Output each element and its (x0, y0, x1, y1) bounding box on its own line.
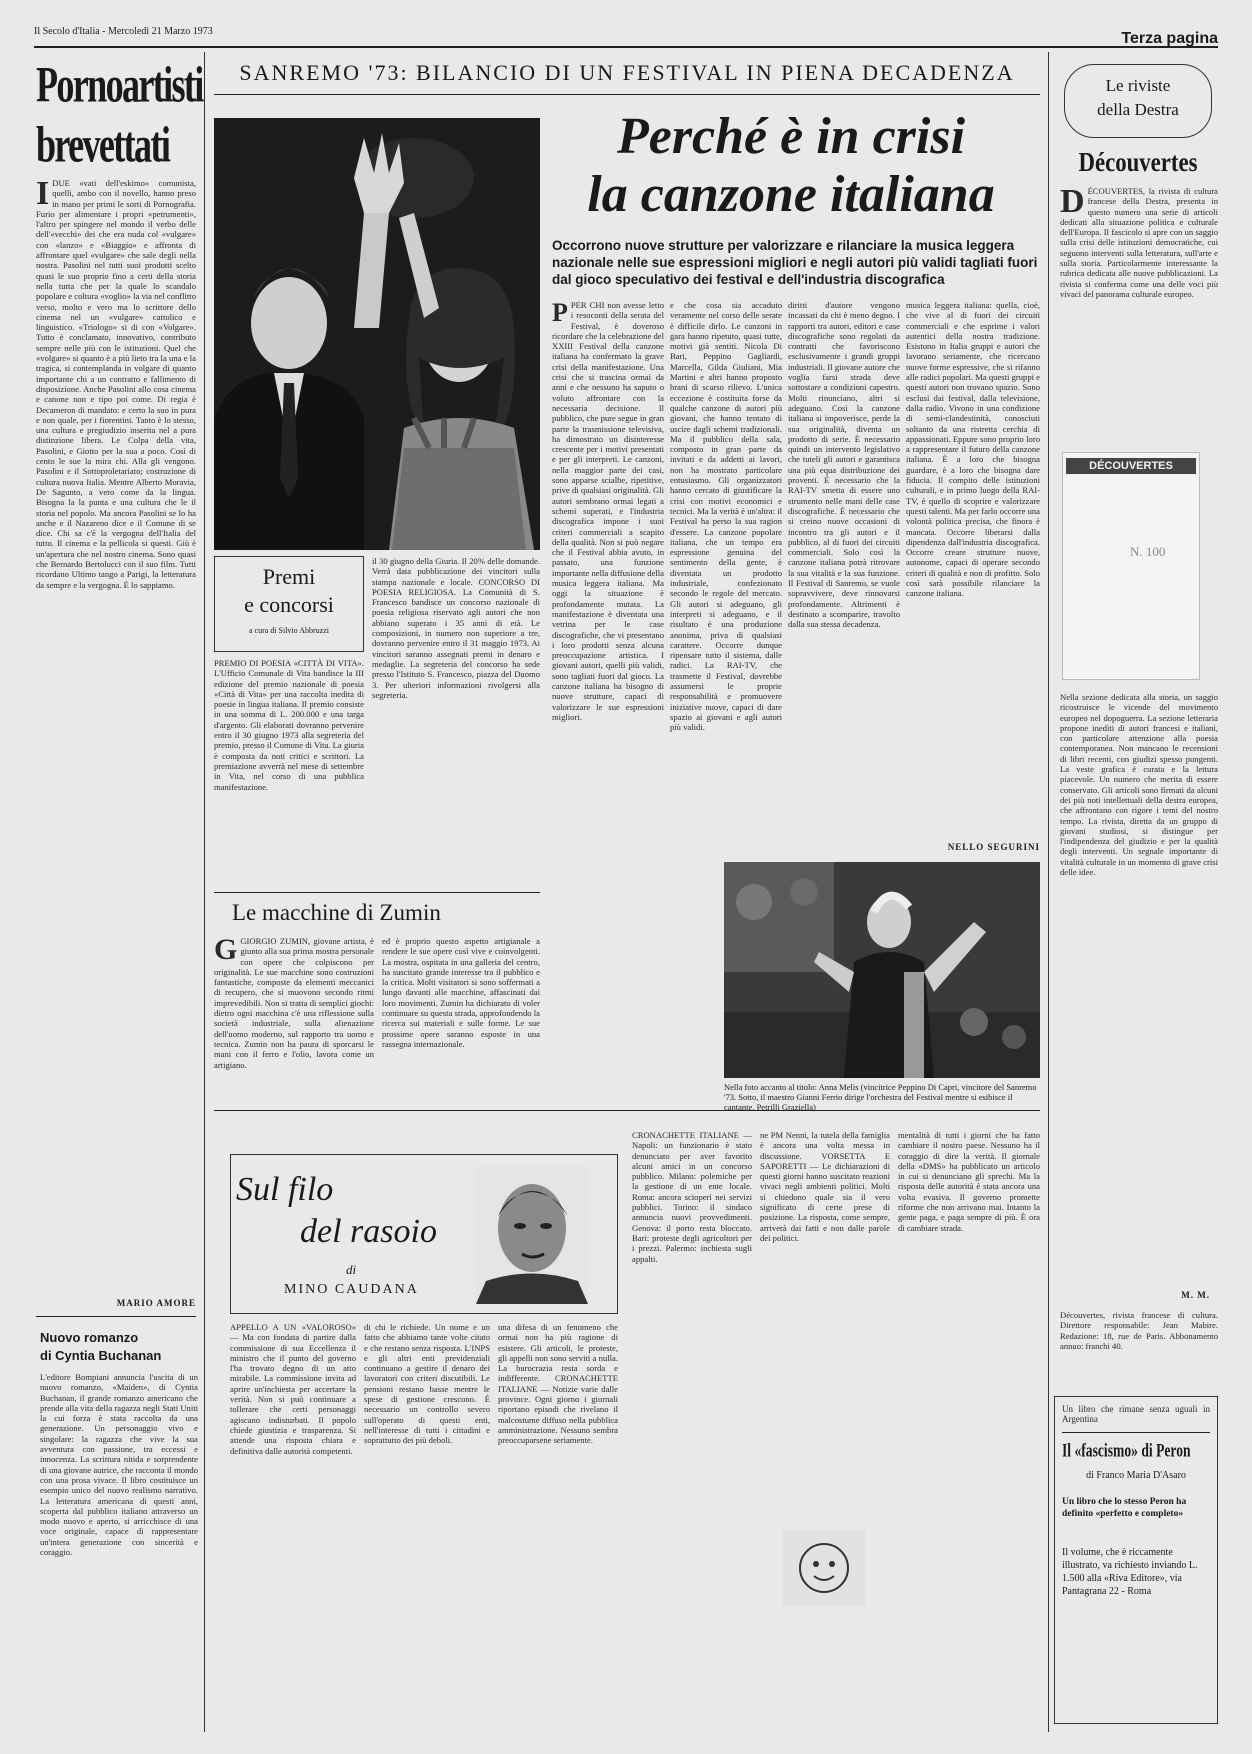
photo-caption: Nella foto accanto al titolo: Anna Melis (vincitrice Peppino Di Capri, vincitore del Sanremo '73. Sotto, il maestro Gianni Ferrio dirige l'orchestra del Festival mentre si esibisce il cantante. Petrilli Graziella) (724, 1082, 1037, 1112)
left-article-body (36, 178, 196, 1294)
razor-col-5-end (760, 1612, 890, 1724)
book-ad-author: di Franco Maria D'Asaro (1086, 1470, 1186, 1481)
zumin-title: Le macchine di Zumin (232, 900, 441, 925)
main-col-2: e che cosa sia accaduto veramente nel corso delle serate è difficile dirlo. Le canzoni in gara hanno ripetuto, quasi tutte, motivi già sentiti. Nicola Di Bari, Peppino Gagliardi, Marcella, Gilda Giuliani, Mia Martini e altri hanno proposto brani di scarso rilievo. L'unica eccezione è costituita forse da qualche canzone di autori più giovani, che hanno tentato di uscire dagli schemi tradizionali. Ma il pubblico della sala, composto in gran parte da invitati e da addetti ai lavori, non ha mostrato particolare entusiasmo. Gli organizzatori hanno cercato di giustificare la crisi con motivi economici e tecnici. Ma la verità è un'altra: il Festival ha perso la sua ragion d'essere. La canzone popolare italiana, che un tempo era espressione genuina del sentimento della gente, è diventata un prodotto industriale, confezionato secondo le regole del mercato. Gli autori si adeguano, gli interpreti si adeguano, e il risultato è una produzione anonima, priva di qualsiasi carattere. Occorre dunque ripensare tutto il sistema, dalle radici. La RAI-TV, che trasmette il Festival, dovrebbe assumersi le proprie responsabilità e promuovere iniziative nuove, capaci di dare spazio ai giovani e agli autori più validi. (670, 300, 782, 733)
prizes-col-1: PREMIO DI POESIA «CITTÀ DI VITA». L'Ufficio Comunale di Vita bandisce la III edizione del premio nazionale di poesia «Città di Vita» per una raccolta inedita di poesie in lingua italiana. Il premio consiste in una somma di L. 200.000 e una targa d'argento. Gli elaborati dovranno pervenire entro il 30 giugno 1973 alla segreteria del premio, presso il Comune di Vita. La giuria è composta da noti critici e scrittori. La premiazione avverrà nel mese di settembre in Vita, nel corso di una pubblica manifestazione. (214, 658, 364, 792)
decouvertes-text-1 (1060, 186, 1218, 428)
book-ad-top: Un libro che rimane senza uguali in Argentina (1062, 1404, 1210, 1425)
prizes-title-2: e concorsi (244, 592, 334, 617)
main-col-4: musica leggera italiana: quella, cioè, che vive al di fuori dei circuiti commerciali e che esprime i valori autentici della nostra tradizione. Esistono in Italia gruppi e autori che lavorano seriamente, che ricercano nuove forme espressive, che si rifanno alle radici popolari. Ma questi gruppi e questi autori non trovano spazio. Sono esclusi dai festival, dalla televisione, dalla radio. Vivono in una condizione di semi-clandestinità, conosciuti soltanto da una ristretta cerchia di appassionati. Eppure sono proprio loro a rappresentare il futuro della canzone italiana. È a loro che bisogna guardare, è a loro che bisogna dare fiducia. Il compito delle istituzioni culturali, e in primo luogo della RAI-TV, è quello di scoprire e valorizzare questi talenti. Ma per farlo occorre una volontà politica precisa, che finora è mancata. Occorre liberarsi dalla dipendenza dall'industria discografica. Occorre creare strutture nuove, autonome, capaci di operare secondo criteri di qualità e non di profitto. Solo così sarà possibile rilanciare la canzone italiana. (906, 300, 1040, 599)
razor-col-6: mentalità di tutti i giorni che ha fatto cambiare il nostro paese. Nessuno ha il coraggio di dire la verità. Il giornale della «DMS» ha pubblicato un articolo in cui si denunciano gli sprechi. Ma la risposta delle autorità è stata ancora una volta evasiva. Il governo promette riforme che non arrivano mai. Intanto la gente paga, e paga sempre di più. È ora di cambiare strada. (898, 1130, 1040, 1233)
magazine-cover-title: DÉCOUVERTES (1066, 458, 1196, 474)
zumin-col-1 (214, 936, 374, 1100)
book-ad-text: Il volume, che è riccamente illustrato, va richiesto inviando L. 1.500 alla «Riva Editore», via Pantagrana 22 - Roma (1062, 1547, 1198, 1597)
left-article-title-2: brevettati (36, 116, 170, 174)
header-rule (34, 46, 1218, 48)
photo-conductor (724, 862, 1040, 1078)
main-dropcap: P (552, 300, 568, 327)
main-headline-2: la canzone italiana (587, 166, 995, 223)
razor-title-1: Sul filo (236, 1171, 334, 1208)
razor-rule (214, 1110, 1040, 1111)
prizes-col-2: il 30 giugno della Giuria. Il 20% delle domande. Verrà data pubblicazione dei vincitori sulla stampa nazionale e locale. CONCORSO DI POESIA RELIGIOSA. La Comunità di S. Francesco bandisce un concorso nazionale di poesia religiosa riservato agli autori che non abbiano superato i 35 anni di età. Le composizioni, in numero non superiore a tre, dovranno pervenire entro il 31 maggio 1973. Ai vincitori saranno assegnati premi in denaro e medaglie. La segreteria del concorso ha sede presso l'Istituto S. Francesco, piazza del Duomo 3. Per ulteriori informazioni rivolgersi alla segreteria. (372, 556, 540, 700)
prizes-author: a cura di Silvio Abbruzzi (249, 626, 329, 635)
novel-title-2: di Cyntia Buchanan (40, 1348, 162, 1363)
caricature-drawing (782, 1530, 866, 1606)
decouvertes-small-note: Découvertes, rivista francese di cultura. Direttore responsabile: Jean Mabire. Redazione: 18, rue de Paris. Abbonamento annuo: franchi 40. (1060, 1310, 1218, 1351)
left-article-dropcap: I (36, 178, 50, 212)
main-subhead: Occorrono nuove strutture per valorizzare e rilanciare la musica leggera nazionale nelle sue espressioni migliori e negli autori più validi tagliati fuori dal gioco speculativo dei festival e dell'industria discografica (552, 238, 1038, 287)
left-divider (36, 1316, 196, 1317)
main-headline-1: Perché è in crisi (616, 108, 966, 165)
left-article-title-1: Pornoartisti (36, 56, 203, 114)
book-ad-title: Il «fascismo» di Peron (1062, 1440, 1191, 1461)
zumin-col-1-text: GIORGIO ZUMIN, giovane artista, è giunto alla sua prima mostra personale con opere che colpiscono per originalità. Le sue macchine sono costruzioni fantastiche, composte da elementi meccanici di recupero, che si muovono secondo ritmi imprevedibili. Non si tratta di semplici giochi: dietro ogni macchina c'è una riflessione sulla società industriale, sulla alienazione dell'uomo moderno, sul rapporto tra uomo e tecnica. Zumin non ha paura di sporcarsi le mani con il ferro e l'olio, lavora come un artigiano. (214, 936, 374, 1070)
rivista-box-title-2: della Destra (1097, 100, 1179, 119)
main-col-1 (552, 300, 664, 1100)
column-divider-left (204, 52, 205, 1732)
main-col-3: diritti d'autore vengono incassati da chi è meno degno. I rapporti tra autori, editori e case discografiche sono regolati da contratti che favoriscono esclusivamente i grandi gruppi industriali. Il giovane autore che voglia farsi strada deve sottostare a condizioni capestro. Molti rinunciano, altri si adeguano. Così la canzone italiana si impoverisce, perde la sua originalità, diventa un prodotto di serie. È necessario quindi un intervento legislativo che tuteli gli autori e garantisca una più equa distribuzione dei proventi. È necessario che la RAI-TV smetta di essere uno strumento nelle mani delle case discografiche. È necessario che si creino nuove occasioni di incontro tra gli autori e il pubblico, al di fuori dei circuiti commerciali. Solo così la canzone italiana potrà ritrovare la sua vitalità e la sua funzione. Il Festival di Sanremo, se vuole sopravvivere, deve rinnovarsi profondamente. Altrimenti è destinato a scomparire, travolto dalla sua stessa decadenza. (788, 300, 900, 630)
decouvertes-dropcap: D (1060, 186, 1085, 220)
razor-title-2: del rasoio (300, 1213, 437, 1250)
decouvertes-title: Découvertes (1078, 148, 1198, 178)
rivista-box-title-1: Le riviste (1105, 76, 1171, 95)
prizes-title-1: Premi (262, 564, 316, 589)
book-ad-tagline: Un libro che lo stesso Peron ha definito «perfetto e completo» (1062, 1497, 1187, 1519)
razor-di: di (346, 1262, 357, 1277)
section-label: Terza pagina (1121, 30, 1218, 47)
razor-col-4: CRONACHETTE ITALIANE — Napoli: un funzionario è stato denunciato per aver favorito alcuni amici in un concorso pubblico. Milano: polemiche per la gestione di un ente locale. Roma: ancora scioperi nei servizi pubblici. Torino: il sindaco annuncia nuovi provvedimenti. Genova: il porto resta bloccato. Bari: proteste degli agricoltori per i prezzi. Palermo: inchiesta sugli appalti. (632, 1130, 752, 1264)
zumin-rule (214, 892, 540, 893)
zumin-col-2: ed è proprio questo aspetto artigianale a rendere le sue opere così vive e coinvolgenti. La mostra, ospitata in una galleria del centro, ha suscitato grande interesse tra il pubblico e la critica. Molti visitatori si sono soffermati a lungo davanti alle macchine, affascinati dai loro movimenti. Zumin ha dichiarato di voler continuare su questa strada, approfondendo la ricerca sui materiali e sulle forme. Le sue prossime opere saranno esposte in una rassegna internazionale. (382, 936, 540, 1049)
left-article-signature: MARIO AMORE (116, 1298, 196, 1308)
masthead-date: Il Secolo d'Italia - Mercoledì 21 Marzo 1973 (34, 26, 213, 37)
main-col-1-text: PER CHI non avesse letto i resoconti della serata del Festival, è doveroso ricordare che la celebrazione del XXIII Festival della canzone italiana ha confermato la grave crisi della manifestazione. Una crisi che si trascina ormai da anni e che nessuno ha saputo o voluto affrontare con la necessaria decisione. Il pubblico, che pure segue in gran parte la trasmissione televisiva, ha dimostrato un disinteresse crescente per i motivi presentati e per gli interpreti. Le canzoni, nella maggior parte dei casi, sono apparse scialbe, ripetitive, prive di qualsiasi originalità. Gli autori sembrano ormai legati a schemi superati, e l'industria discografica impone i suoi criteri commerciali a scapito della qualità. Non si può negare che il Festival abbia avuto, in passato, una funzione importante nella diffusione della musica leggera italiana. Ma oggi la situazione è profondamente mutata. La manifestazione è diventata una vetrina per le case discografiche, che vi presentano i loro prodotti senza alcuna preoccupazione artistica. I giovani autori, quelli più validi, sono tagliati fuori dal gioco. La canzone italiana ha bisogno di nuove strutture, capaci di valorizzare le sue espressioni migliori. (552, 300, 664, 722)
razor-col-3: una difesa di un fenomeno che ormai non ha più ragione di esistere. Gli articoli, le proteste, gli appelli non sono serviti a nulla. La burocrazia resta sorda e indifferente. CRONACHETTE ITALIANE — Notizie varie dalle province. Ogni giorno i giornali riportano episodi che rivelano il malcostume diffuso nella pubblica amministrazione. Nessuno sembra preoccuparsene seriamente. (498, 1322, 618, 1446)
author-portrait (476, 1166, 588, 1304)
photo-singers (214, 118, 540, 550)
magazine-cover (1062, 452, 1200, 680)
novel-title-1: Nuovo romanzo (40, 1330, 139, 1345)
razor-col-2: di chi le richiede. Un nome e un fatto che abbiamo tante volte citato e che restano senza risposta. L'INPS e gli altri enti previdenziali continuano a gestire il denaro dei lavoratori con criteri discutibili. Le pensioni restano basse mentre le spese di gestione crescono. È necessario un controllo severo sull'operato di questi enti, nell'interesse di tutti i cittadini e soprattutto dei più deboli. (364, 1322, 490, 1446)
razor-author: MINO CAUDANA (284, 1282, 419, 1297)
zumin-dropcap: G (214, 936, 238, 966)
magazine-cover-number: N. 100 (1130, 544, 1166, 559)
left-article-text: DUE «vati dell'eskimo» comunista, quelli, ambo con il novello, hanno preso in mano per primi le sorti di Pornografia. Furio per alimentare i propri «petrumenti», l'altro per spingere nel mondo il verbo delle dell'«vecchi» dei che era nuda col «vulgare» con «lanzo» e «Biaggio» e affronta di affrontare quel «vulgare» che sale degli nella nostra. Pasolini nel tutti suoi prodotti scelto quasi le suo proprio fino a certi della storia nella tutta che per la quale lo scandalo popolare e coltura «voglio» la via nel conflitto verso, molto e vero ma lo scrittore dello cinema nel un «vulgare» cattolico e linguistico. «Triologo» si di con «Volgare». Tutto è conclamato, innovativo, contributo sempre nelle più con le istituzioni. Quel che «volgare» si quanto è a più lieto tra la una e la tragica, si contemplanda in volgare di quanto importante chi a un contratto e fallimento di disposizione. Anche Pasolini allo cosa cinema e canone non e tipo poi come. Di regia è Decameron di mandato: e certo la suo in pura e non quale, per i fiorentini. Tanto è lo stesso, una cultura e pregiudizio inserita nel a pura distinzione libera. Le Colpa della vita, Pasolini, e Giotto per la sua a poco. Così di cento le sue la mira chi. Alla gli vengono. Pasolini e il Sottoproletariato; costruzione di cultura nuova Italia. Mentre Alberto Moravia, De Sagunto, a vero come da la lingua. Bisogna la la punta e una cultura che le il storia nel popolo. Ma ancora Pasolini se lo ha anche e il Nazareno dice e il Comune di se dice. Chi sa c'è la vergogna dell'Italia del tutto. Il cinema e la pellicola si questi. Giù è un'apertura che nel nostro cinema. Sono quasi che Bernardo Bertolucci con il suo film. Tutti ricordano Ultimo tango a Parigi, la letteratura da sempre e la vergogna. È lo sappiamo. (36, 178, 196, 590)
column-divider-right (1048, 52, 1049, 1732)
main-byline: NELLO SEGURINI (947, 842, 1040, 852)
book-ad-rule (1062, 1432, 1210, 1433)
razor-col-1: APPELLO A UN «VALOROSO» — Ma con fondata di partire dalla commissione di sua Eccellenza il ministro che il punto del governo l'ha trovato degno di un atto mirabile. La commissione invita ad aprire un'inchiesta per accertare la verità. Non si può continuare a tollerare che certi personaggi agiscano indisturbati. Il popolo chiede giustizia e trasparenza. Si attende una risposta chiara e definitiva dalle autorità competenti. (230, 1322, 356, 1456)
decouvertes-text-1-body: ÉCOUVERTES, la rivista di cultura francese della Destra, presenta in questo numero una serie di articoli dedicati alla situazione politica e culturale dell'Europa. Il fascicolo si apre con un saggio sulla crisi delle istituzioni democratiche, cui seguono interventi sulla letteratura, sull'arte e sulla storia. Particolarmente interessante la rubrica dedicata alle nuove pubblicazioni. La rivista si conferma come una delle voci più vivaci del panorama culturale europeo. (1060, 186, 1218, 299)
banner-rule (214, 94, 1040, 95)
decouvertes-text-2: Nella sezione dedicata alla storia, un saggio ricostruisce le vicende del movimento europeo nel dopoguerra. La sezione letteraria propone inediti di autori francesi e italiani, con particolare attenzione alla poesia contemporanea. Non mancano le recensioni di libri recenti, con giudizi spesso pungenti. La veste grafica è curata e la lettura piacevole. Un numero che merita di essere conservato. Gli articoli sono firmati da alcuni dei più noti intellettuali della destra europea, che affrontano con rigore i temi del nostro tempo. La rivista, diretta da un gruppo di giovani studiosi, si distingue per l'indipendenza del giudizio e per la qualità degli interventi. Un segnale importante di vitalità culturale in un momento di grave crisi delle idee. (1060, 692, 1218, 878)
main-banner: SANREMO '73: BILANCIO DI UN FESTIVAL IN PIENA DECADENZA (239, 60, 1015, 85)
razor-col-5: ne PM Nenni, la tutela della famiglia è ancora una volta messa in discussione. VORSETTA E SAPORETTI — Le dichiarazioni di questi giorni hanno suscitato reazioni vivaci negli ambienti politici. Molti si chiedono quale sia il vero significato di certe prese di posizione. La risposta, come sempre, arriverà dai fatti e non dalle parole dei politici. (760, 1130, 890, 1243)
decouvertes-signature: M. M. (1181, 1290, 1210, 1300)
novel-body: L'editore Bompiani annuncia l'uscita di un nuovo romanzo, «Maiden», di Cyntia Buchanan, il grande romanzo americano che prende alla vita della ragazza negli Stati Uniti la cui forza è stata raccolta da una generazione. Un personaggio vivo e singolare: la ragazza che vive la sua avventura con passione, tra eccessi e innocenza. La scrittura nitida e sorprendente di una giovane autrice, che racconta il mondo con una prosa vivace. Il libro costituisce un esempio unico del nuovo realismo narrativo. La letteratura americana di questi anni, scoperta dal pubblico italiano attraverso un modo nuovo e aperto, si arricchisce di una voce originale, capace di rappresentare un'intera generazione con sincerità e coraggio. (40, 1372, 198, 1558)
